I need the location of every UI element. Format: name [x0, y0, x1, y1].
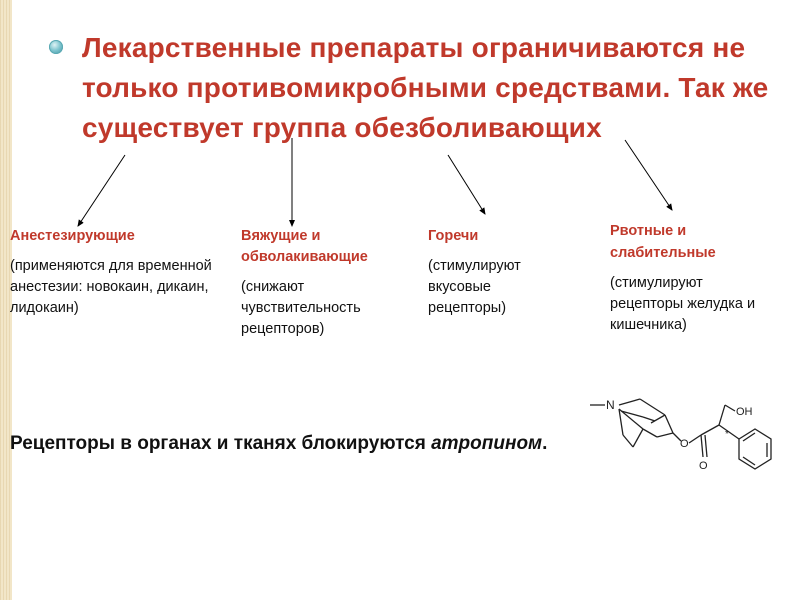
- category-title: Вяжущие и обволакивающие: [241, 228, 368, 265]
- category-emetic-laxative: [610, 220, 780, 336]
- category-title: Анестезирующие: [10, 228, 135, 244]
- receptor-end: .: [542, 433, 548, 454]
- category-description: (стимулируют вкусовые рецепторы): [428, 258, 521, 316]
- category-bitter: [428, 226, 568, 319]
- nitrogen-label: N: [606, 398, 615, 412]
- category-astringent: [241, 226, 421, 340]
- carbonyl-oxygen-label: O: [699, 460, 708, 472]
- category-title: Рвотные и слабительные: [610, 223, 716, 261]
- atropine-structure-diagram: [585, 395, 785, 495]
- arrow-emetic: [625, 140, 672, 210]
- category-title: Горечи: [428, 228, 479, 244]
- receptor-drug: атропином: [431, 433, 543, 454]
- chiral-center-label: *: [725, 429, 729, 440]
- category-description: (применяются для временной анестезии: новокаин, дикаин, лидокаин): [10, 258, 212, 316]
- arrow-bitter: [448, 155, 485, 214]
- ester-oxygen-label: O: [680, 438, 689, 450]
- arrow-anesthetic: [78, 155, 125, 226]
- category-anesthetic: [10, 226, 225, 319]
- receptor-text: Рецепторы в органах и тканях блокируются: [10, 433, 426, 454]
- slide-headline: Лекарственные препараты ограничиваются не только противомикробными средствами. Так же существует группа обезболивающих: [82, 32, 769, 143]
- hydroxyl-label: OH: [736, 406, 753, 418]
- category-description: (снижают чувствительность рецепторов): [241, 279, 361, 337]
- receptor-statement: [10, 430, 600, 458]
- category-description: (стимулируют рецепторы желудка и кишечника): [610, 275, 756, 333]
